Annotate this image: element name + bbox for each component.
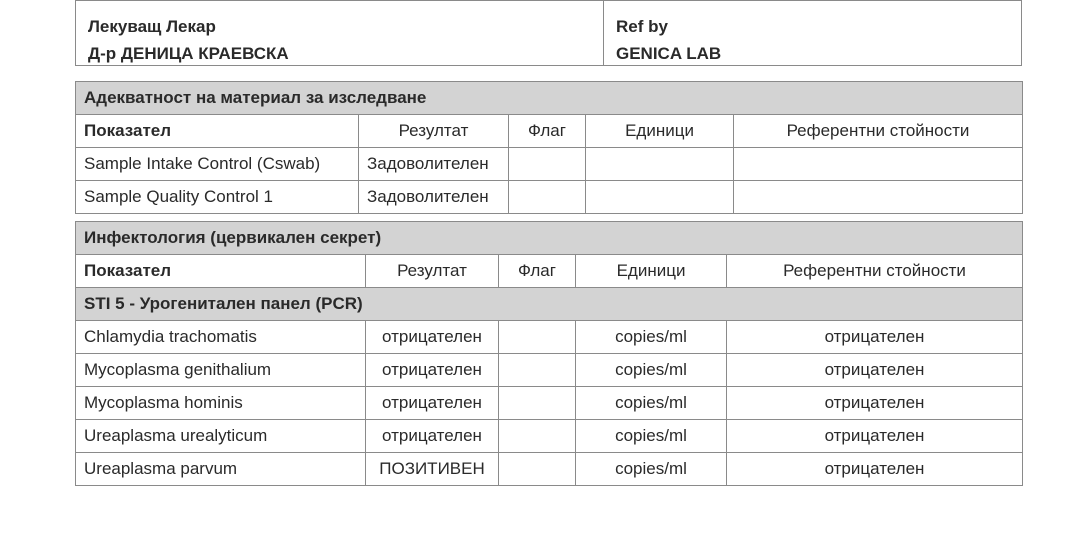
table-row — [76, 453, 1023, 486]
column-header: Референтни стойности — [727, 255, 1023, 288]
table-row — [76, 148, 1023, 181]
doctor-name: Д-р ДЕНИЦА КРАЕВСКА — [88, 44, 289, 63]
units-cell: copies/ml — [576, 387, 727, 420]
table-row — [76, 387, 1023, 420]
panel-title: STI 5 - Урогенитален панел (PCR) — [76, 288, 1023, 321]
reference-cell: отрицателен — [727, 453, 1023, 486]
units-cell: copies/ml — [576, 420, 727, 453]
column-header: Показател — [76, 115, 359, 148]
reference-cell: отрицателен — [727, 321, 1023, 354]
units-cell: copies/ml — [576, 453, 727, 486]
parameter-name: Ureaplasma parvum — [76, 453, 366, 486]
column-header: Единици — [586, 115, 734, 148]
parameter-name: Sample Intake Control (Cswab) — [76, 148, 359, 181]
flag-cell — [499, 387, 576, 420]
section-row — [76, 82, 1023, 115]
reference-cell: отрицателен — [727, 387, 1023, 420]
doctor-block — [76, 1, 604, 65]
units-cell — [586, 148, 734, 181]
units-cell: copies/ml — [576, 354, 727, 387]
parameter-name: Chlamydia trachomatis — [76, 321, 366, 354]
units-cell: copies/ml — [576, 321, 727, 354]
report-header — [75, 0, 1022, 66]
infectology-table — [75, 221, 1023, 486]
section-title: Инфектология (цервикален секрет) — [76, 222, 1023, 255]
result-cell: Задоволителен — [359, 181, 509, 214]
table-row — [76, 354, 1023, 387]
flag-cell — [499, 321, 576, 354]
doctor-label: Лекуващ Лекар — [88, 17, 216, 36]
table-row — [76, 420, 1023, 453]
column-header: Флаг — [499, 255, 576, 288]
reference-cell — [734, 148, 1023, 181]
table-row — [76, 321, 1023, 354]
flag-cell — [509, 148, 586, 181]
flag-cell — [499, 420, 576, 453]
header-row — [76, 115, 1023, 148]
result-cell: ПОЗИТИВЕН — [366, 453, 499, 486]
flag-cell — [499, 453, 576, 486]
table-row — [76, 181, 1023, 214]
column-header: Референтни стойности — [734, 115, 1023, 148]
parameter-name: Mycoplasma hominis — [76, 387, 366, 420]
panel-row — [76, 288, 1023, 321]
section-row — [76, 222, 1023, 255]
reference-cell — [734, 181, 1023, 214]
flag-cell — [509, 181, 586, 214]
reference-cell: отрицателен — [727, 354, 1023, 387]
result-cell: отрицателен — [366, 387, 499, 420]
parameter-name: Mycoplasma genithalium — [76, 354, 366, 387]
result-cell: Задоволителен — [359, 148, 509, 181]
result-cell: отрицателен — [366, 321, 499, 354]
adequacy-table — [75, 81, 1023, 214]
result-cell: отрицателен — [366, 420, 499, 453]
result-cell: отрицателен — [366, 354, 499, 387]
parameter-name: Ureaplasma urealyticum — [76, 420, 366, 453]
column-header: Резултат — [366, 255, 499, 288]
reference-cell: отрицателен — [727, 420, 1023, 453]
section-title: Адекватност на материал за изследване — [76, 82, 1023, 115]
column-header: Единици — [576, 255, 727, 288]
ref-block — [604, 1, 1021, 65]
flag-cell — [499, 354, 576, 387]
column-header: Резултат — [359, 115, 509, 148]
header-row — [76, 255, 1023, 288]
ref-value: GENICA LAB — [616, 44, 722, 63]
column-header: Показател — [76, 255, 366, 288]
ref-label: Ref by — [616, 17, 668, 36]
parameter-name: Sample Quality Control 1 — [76, 181, 359, 214]
column-header: Флаг — [509, 115, 586, 148]
units-cell — [586, 181, 734, 214]
